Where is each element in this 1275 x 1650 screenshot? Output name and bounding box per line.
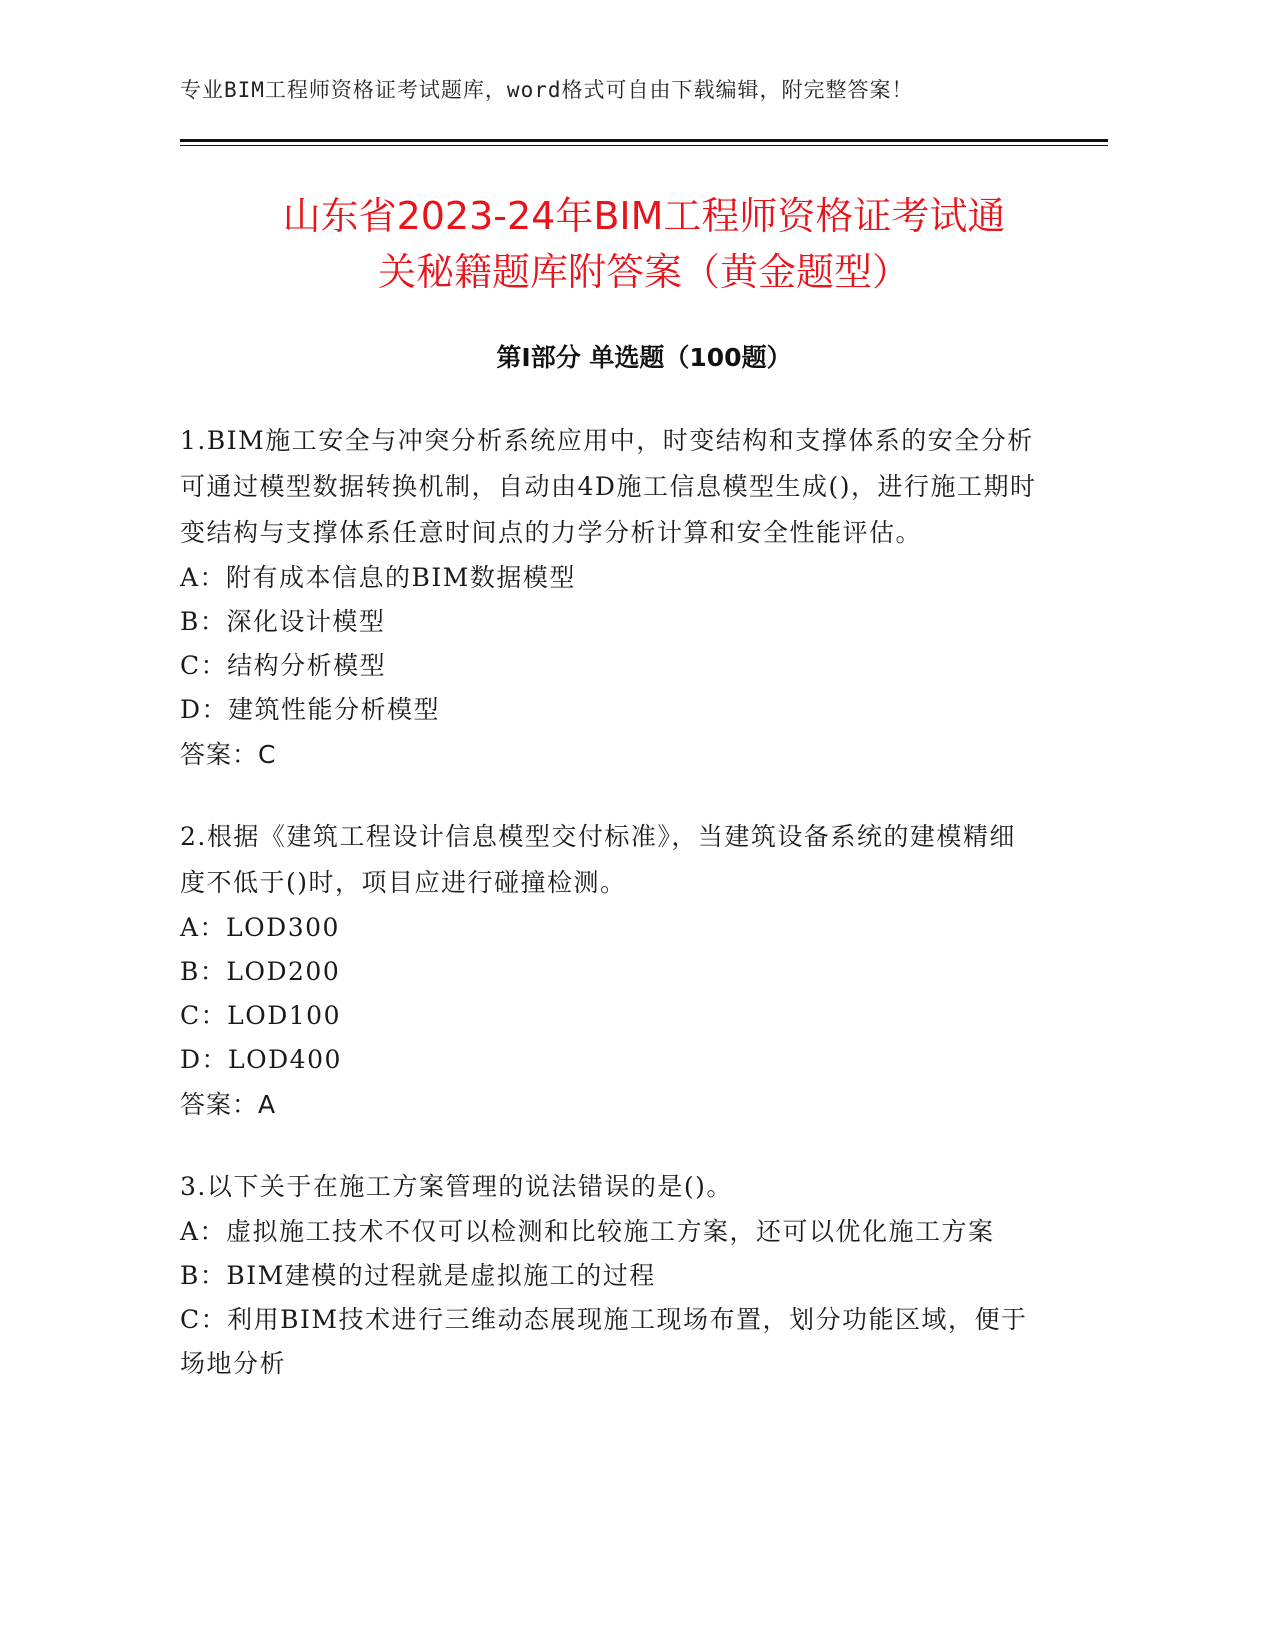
question-2 <box>180 814 1040 1128</box>
question-1 <box>180 418 1040 778</box>
option-b: B：BIM建模的过程就是虚拟施工的过程 <box>180 1261 656 1290</box>
header-note: 专业BIM工程师资格证考试题库，word格式可自由下载编辑，附完整答案！ <box>180 78 914 102</box>
option-d: D：LOD400 <box>180 1045 342 1074</box>
document-title-line-1: 山东省2023-24年BIM工程师资格证考试通 <box>282 194 1006 238</box>
option-a: A：附有成本信息的BIM数据模型 <box>180 563 576 592</box>
answer: 答案：C <box>180 740 277 769</box>
option-a: A：LOD300 <box>180 913 340 942</box>
question-3 <box>180 1164 1040 1386</box>
document-title <box>180 188 1108 300</box>
question-stem: 1.BIM施工安全与冲突分析系统应用中，时变结构和支撑体系的安全分析可通过模型数据转换机制，自动由4D施工信息模型生成()，进行施工期时变结构与支撑体系任意时间点的力学分析计算和安全性能评估。 <box>180 426 1037 547</box>
option-a: A：虚拟施工技术不仅可以检测和比较施工方案，还可以优化施工方案 <box>180 1217 995 1246</box>
answer: 答案：A <box>180 1090 277 1119</box>
option-c: C：LOD100 <box>180 1001 341 1030</box>
option-d: D：建筑性能分析模型 <box>180 695 441 724</box>
question-stem: 3.以下关于在施工方案管理的说法错误的是()。 <box>180 1172 733 1201</box>
option-b: B：LOD200 <box>180 957 341 986</box>
option-c: C：结构分析模型 <box>180 651 387 680</box>
header-rule-thick <box>180 139 1108 142</box>
question-list <box>180 418 1040 1422</box>
header-rule-thin <box>180 145 1108 146</box>
document-title-line-2: 关秘籍题库附答案（黄金题型） <box>377 250 910 294</box>
option-b: B：深化设计模型 <box>180 607 386 636</box>
option-c: C：利用BIM技术进行三维动态展现施工现场布置，划分功能区域，便于场地分析 <box>180 1305 1028 1378</box>
section-heading: 第Ⅰ部分 单选题（100题） <box>496 343 792 372</box>
question-stem: 2.根据《建筑工程设计信息模型交付标准》，当建筑设备系统的建模精细度不低于()时，项目应进行碰撞检测。 <box>180 822 1016 897</box>
